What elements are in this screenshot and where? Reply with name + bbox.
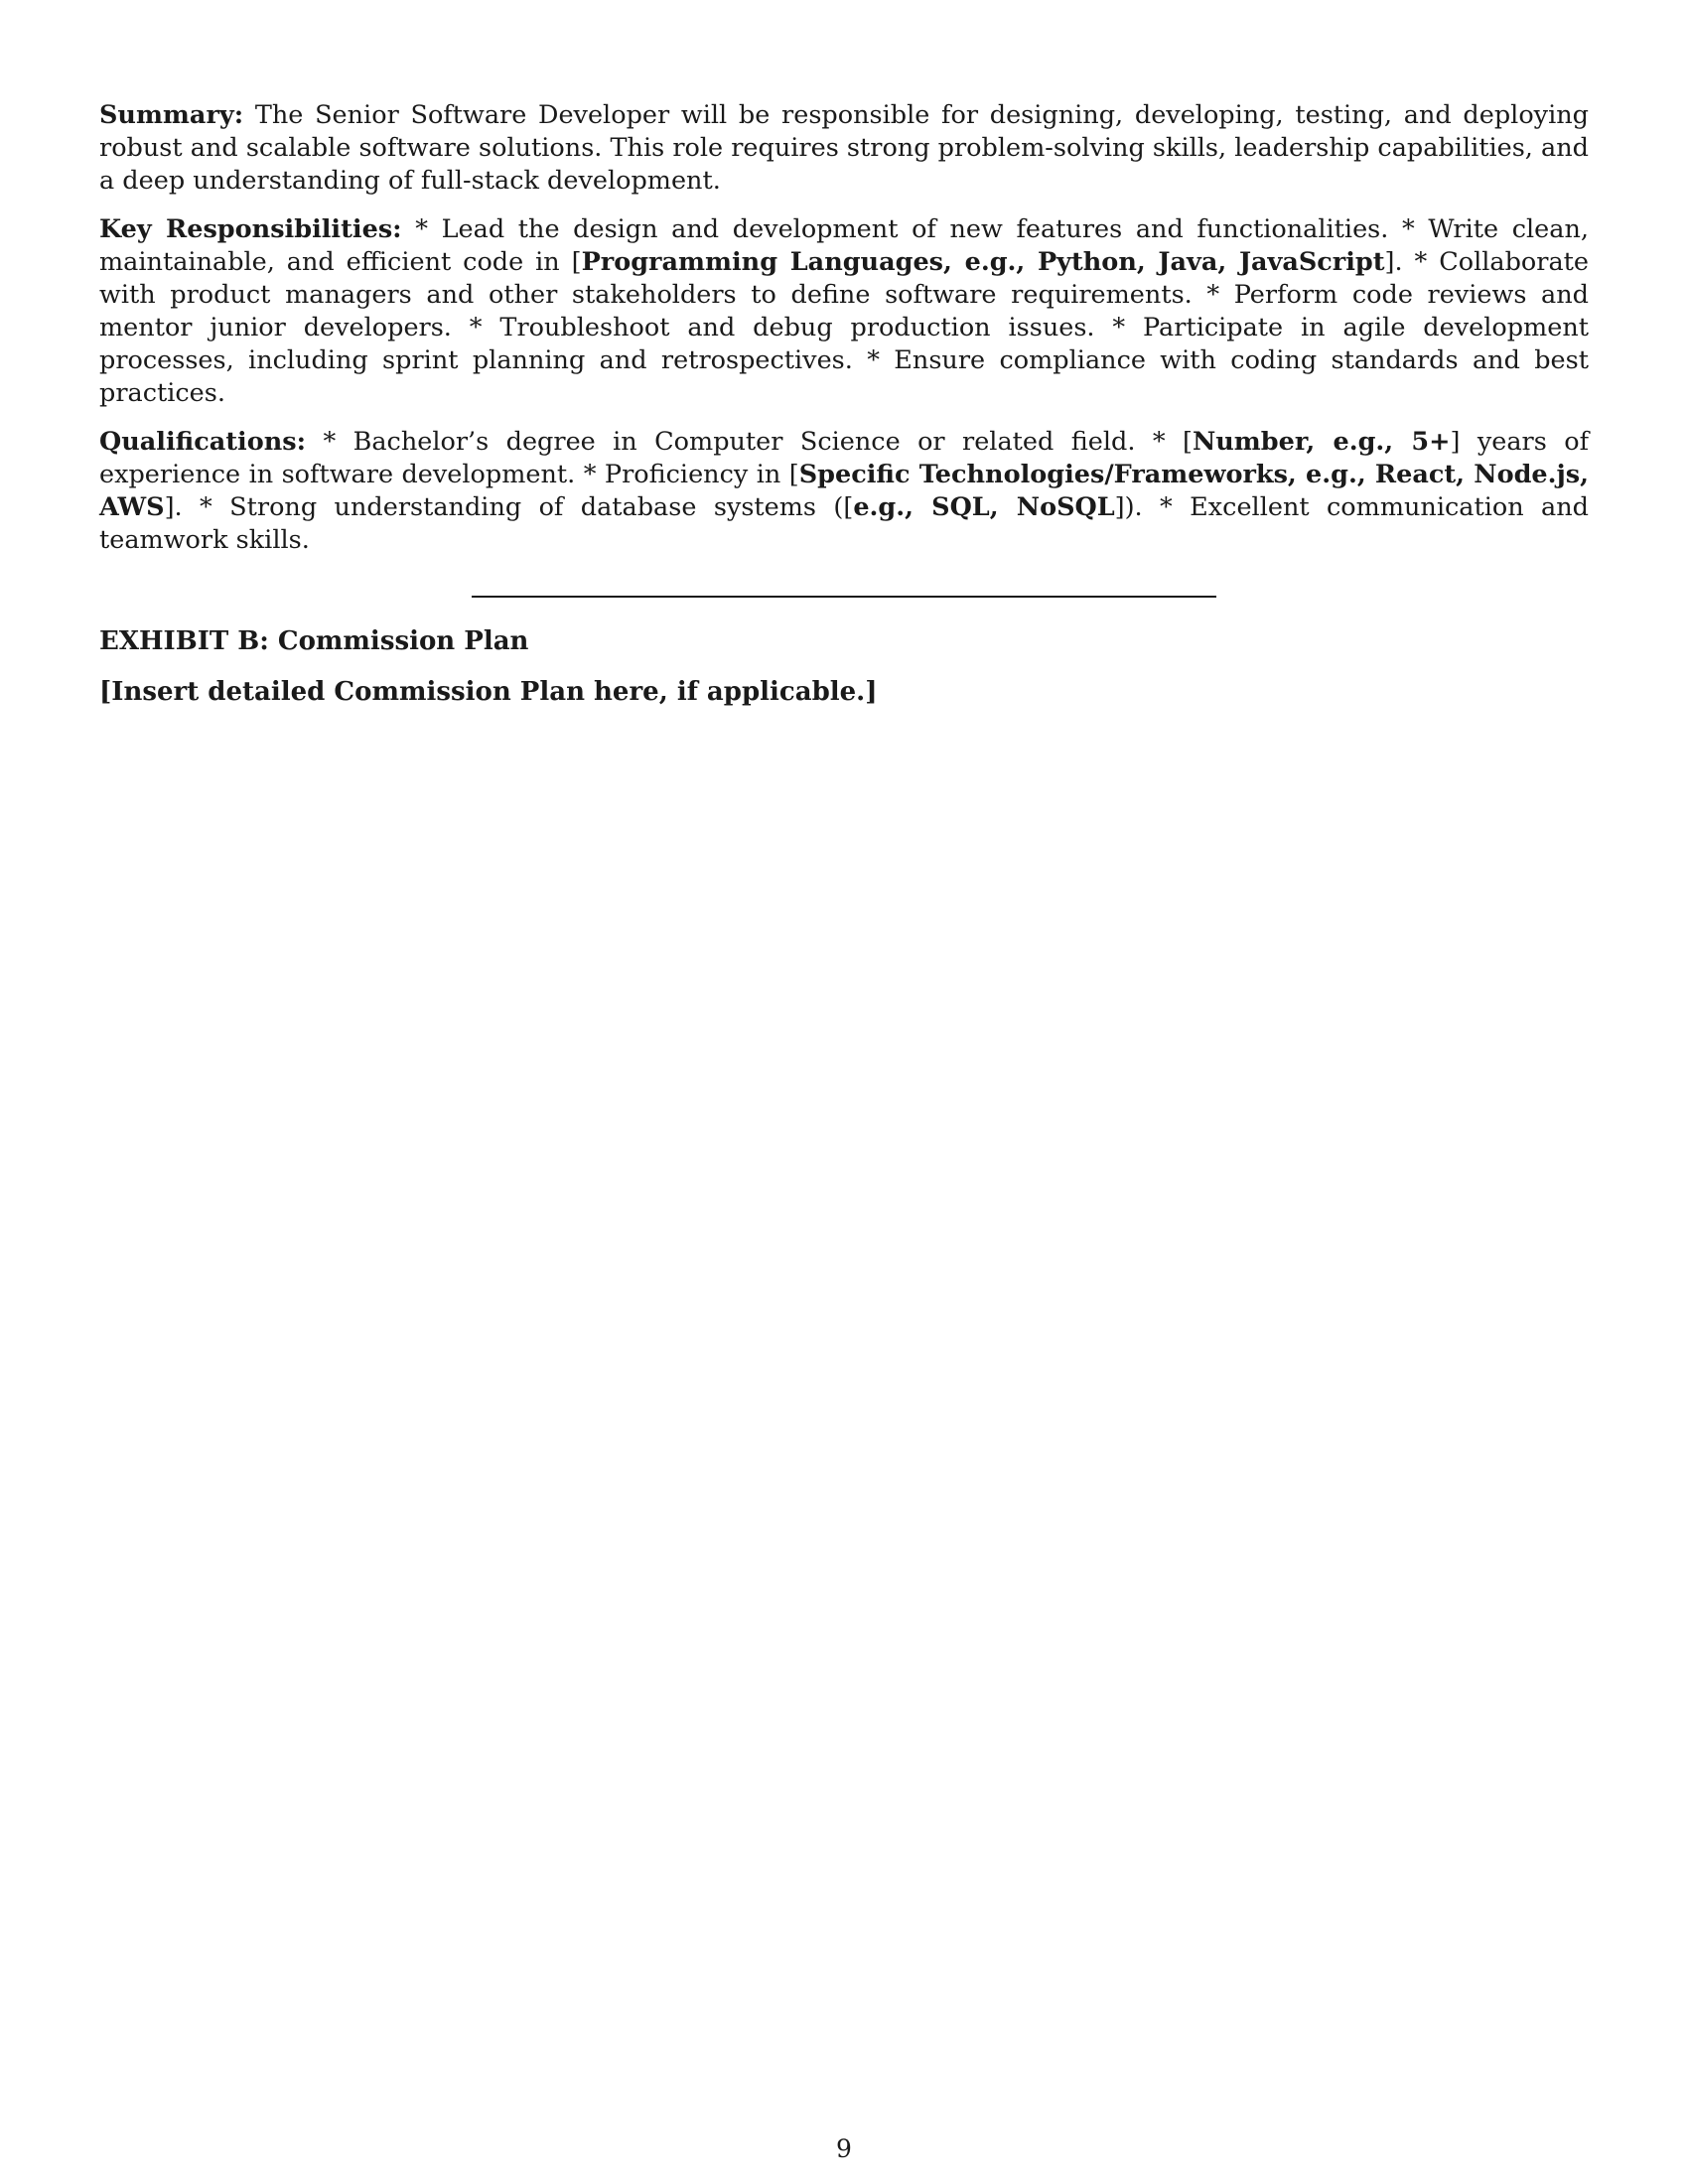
technologies-placeholder: Specific Technologies/Frameworks, e.g., React, Node.js, AWS: [99, 460, 1589, 522]
section-divider: [472, 596, 1216, 598]
qualifications-label: Qualifications:: [99, 427, 307, 457]
document-page: [99, 99, 1589, 726]
qualifications-paragraph: [99, 426, 1589, 557]
years-placeholder: Number, e.g., 5+: [1192, 427, 1451, 457]
responsibilities-paragraph: [99, 213, 1589, 410]
qualifications-text-2: ] years of experience in software development. * Proficiency in [: [99, 427, 1590, 489]
responsibilities-text-2: ]. * Collaborate with product managers and other stakeholders to define software requirements. * Perform code reviews and mentor junior developers. * Troubleshoot and debug production issues. * Participate in agile development processes, including sprint planning and retrospectives. * Ensure compliance with coding standards and best practices.: [99, 247, 1589, 408]
qualifications-text-3: ]. * Strong understanding of database systems ([: [164, 492, 854, 522]
responsibilities-text-1: * Lead the design and development of new features and functionalities. * Write clean, maintainable, and efficient code in [: [99, 214, 1589, 277]
exhibit-b-placeholder: [Insert detailed Commission Plan here, if applicable.]: [99, 677, 878, 707]
page-number: 9: [836, 2134, 852, 2163]
summary-text: The Senior Software Developer will be responsible for designing, developing, testing, and deploying robust and scalable software solutions. This role requires strong problem-solving skills, leadership capabilities, and a deep understanding of full-stack development.: [99, 100, 1589, 196]
database-placeholder: e.g., SQL, NoSQL: [853, 492, 1115, 522]
responsibilities-label: Key Responsibilities:: [99, 214, 402, 244]
summary-paragraph: [99, 99, 1589, 198]
summary-label: Summary:: [99, 100, 244, 130]
exhibit-b-title: EXHIBIT B: Commission Plan: [99, 626, 529, 656]
qualifications-text-1: * Bachelor’s degree in Computer Science or related field. * [: [306, 427, 1193, 457]
languages-placeholder: Programming Languages, e.g., Python, Java, JavaScript: [581, 247, 1385, 277]
qualifications-text-4: ]). * Excellent communication and teamwork skills.: [99, 492, 1589, 555]
